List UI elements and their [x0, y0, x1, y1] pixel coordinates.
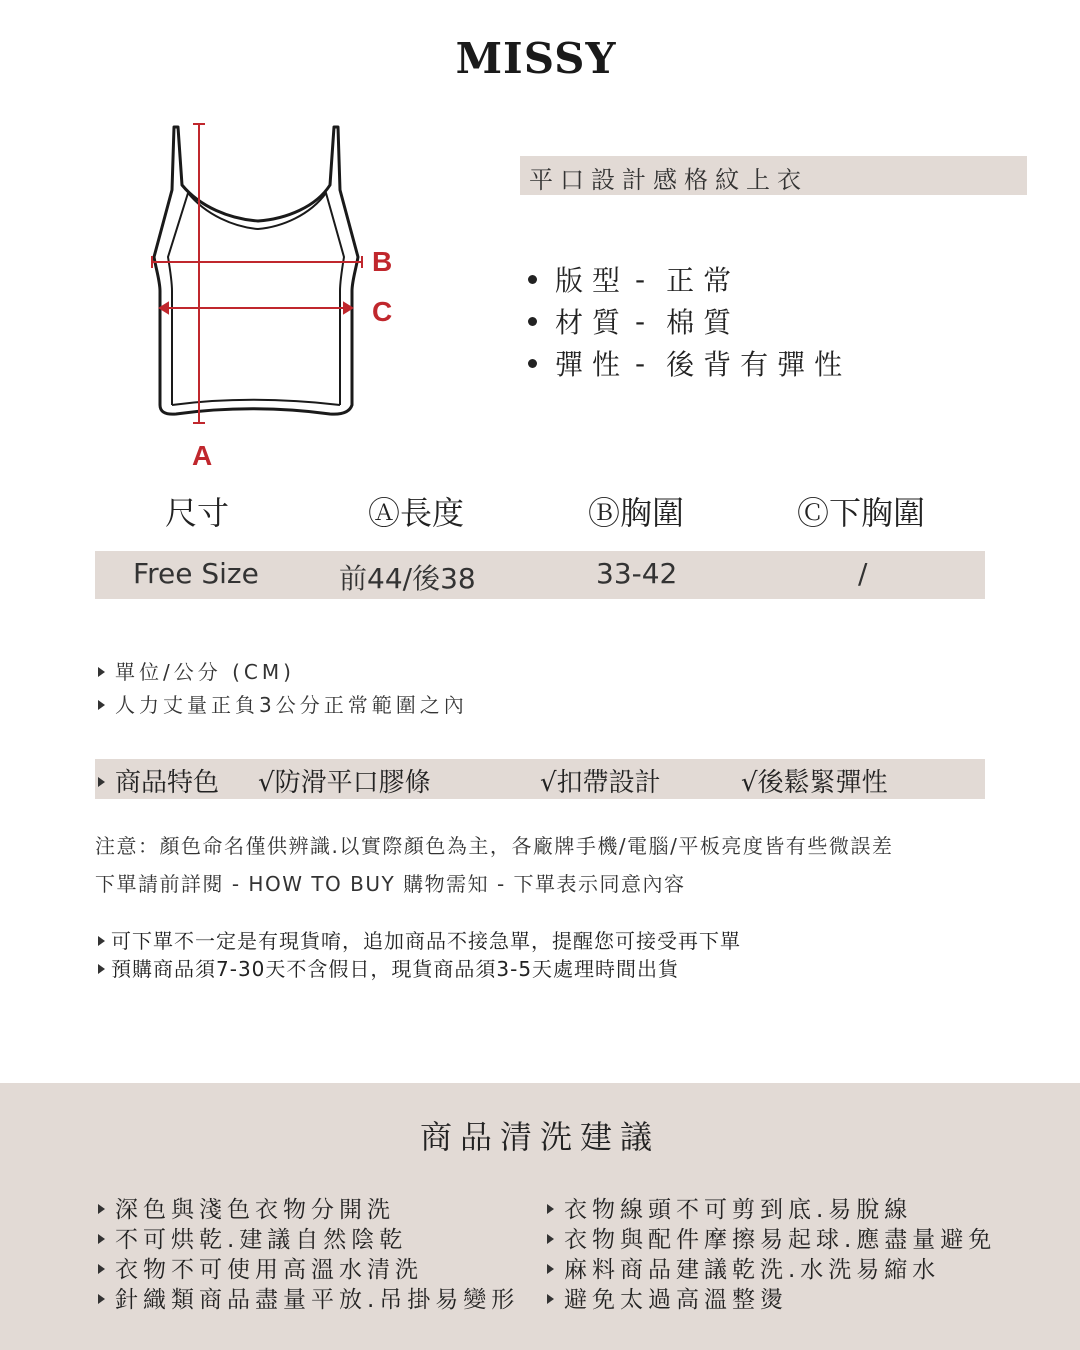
spec-separator: -	[635, 346, 655, 380]
size-cell-size: Free Size	[133, 557, 259, 590]
product-name: 平口設計感格紋上衣	[529, 166, 808, 194]
spec-list	[528, 258, 851, 384]
feature-item: √扣帶設計	[540, 768, 661, 798]
triangle-bullet-icon	[98, 777, 105, 787]
brand-logo: MISSY	[455, 34, 617, 83]
bullet-icon	[528, 317, 537, 326]
size-header-length: Ⓐ長度	[368, 494, 465, 532]
triangle-bullet-icon	[547, 1204, 554, 1214]
triangle-bullet-icon	[98, 700, 105, 710]
spec-value: 棉質	[666, 306, 741, 339]
triangle-bullet-icon	[98, 936, 105, 946]
spec-key: 彈性	[555, 348, 630, 381]
wash-item: 針織類商品盡量平放.吊掛易變形	[98, 1281, 519, 1311]
triangle-bullet-icon	[98, 1264, 105, 1274]
wash-item: 避免太過高溫整燙	[547, 1281, 996, 1311]
triangle-bullet-icon	[98, 667, 105, 677]
measure-note: 單位/公分 (CM)	[98, 656, 295, 685]
label-a: A	[192, 440, 213, 471]
bullet-icon	[528, 275, 537, 284]
wash-item: 衣物線頭不可剪到底.易脫線	[547, 1191, 996, 1221]
wash-item: 衣物不可使用高溫水清洗	[98, 1251, 519, 1281]
spec-value: 後背有彈性	[666, 348, 852, 381]
wash-title: 商品清洗建議	[419, 1118, 660, 1156]
wash-item: 深色與淺色衣物分開洗	[98, 1191, 519, 1221]
notice-line: 注意：顏色命名僅供辨識.以實際顏色為主，各廠牌手機/電腦/平板亮度皆有些微誤差	[95, 834, 894, 858]
product-name-band	[520, 156, 1027, 195]
size-cell-underbust: /	[858, 557, 868, 590]
order-note: 預購商品須7-30天不含假日，現貨商品須3-5天處理時間出貨	[98, 953, 679, 982]
label-b: B	[372, 246, 393, 277]
spec-separator: -	[635, 304, 655, 338]
order-note: 可下單不一定是有現貨唷，追加商品不接急單，提醒您可接受再下單	[98, 925, 741, 954]
spec-item	[528, 258, 851, 300]
spec-item	[528, 300, 851, 342]
wash-item: 不可烘乾.建議自然陰乾	[98, 1221, 519, 1251]
feature-item: √後鬆緊彈性	[741, 768, 888, 798]
size-header-bust: Ⓑ胸圍	[588, 494, 685, 532]
wash-item: 麻料商品建議乾洗.水洗易縮水	[547, 1251, 996, 1281]
bullet-icon	[528, 359, 537, 368]
wash-right-list	[547, 1191, 996, 1311]
spec-separator: -	[635, 262, 655, 296]
wash-left-list	[98, 1191, 519, 1311]
triangle-bullet-icon	[547, 1264, 554, 1274]
spec-key: 材質	[555, 306, 630, 339]
features-label: 商品特色	[98, 762, 219, 799]
size-cell-length: 前44/後38	[339, 562, 476, 595]
spec-value: 正常	[666, 264, 741, 297]
wash-item: 衣物與配件摩擦易起球.應盡量避免	[547, 1221, 996, 1251]
triangle-bullet-icon	[98, 964, 105, 974]
triangle-bullet-icon	[98, 1234, 105, 1244]
size-header-underbust: Ⓒ下胸圍	[797, 494, 926, 532]
label-c: C	[372, 296, 393, 327]
size-header-size: 尺寸	[165, 494, 230, 532]
measure-note: 人力丈量正負3公分正常範圍之內	[98, 689, 468, 718]
size-cell-bust: 33-42	[596, 557, 678, 590]
triangle-bullet-icon	[98, 1204, 105, 1214]
spec-key: 版型	[555, 264, 630, 297]
camisole-outline-icon	[130, 115, 430, 475]
feature-item: √防滑平口膠條	[258, 768, 431, 798]
triangle-bullet-icon	[547, 1234, 554, 1244]
triangle-bullet-icon	[98, 1294, 105, 1304]
triangle-bullet-icon	[547, 1294, 554, 1304]
notice-line: 下單請前詳閱 - HOW TO BUY 購物需知 - 下單表示同意內容	[95, 872, 686, 896]
measurement-diagram	[130, 115, 430, 475]
spec-item	[528, 342, 851, 384]
